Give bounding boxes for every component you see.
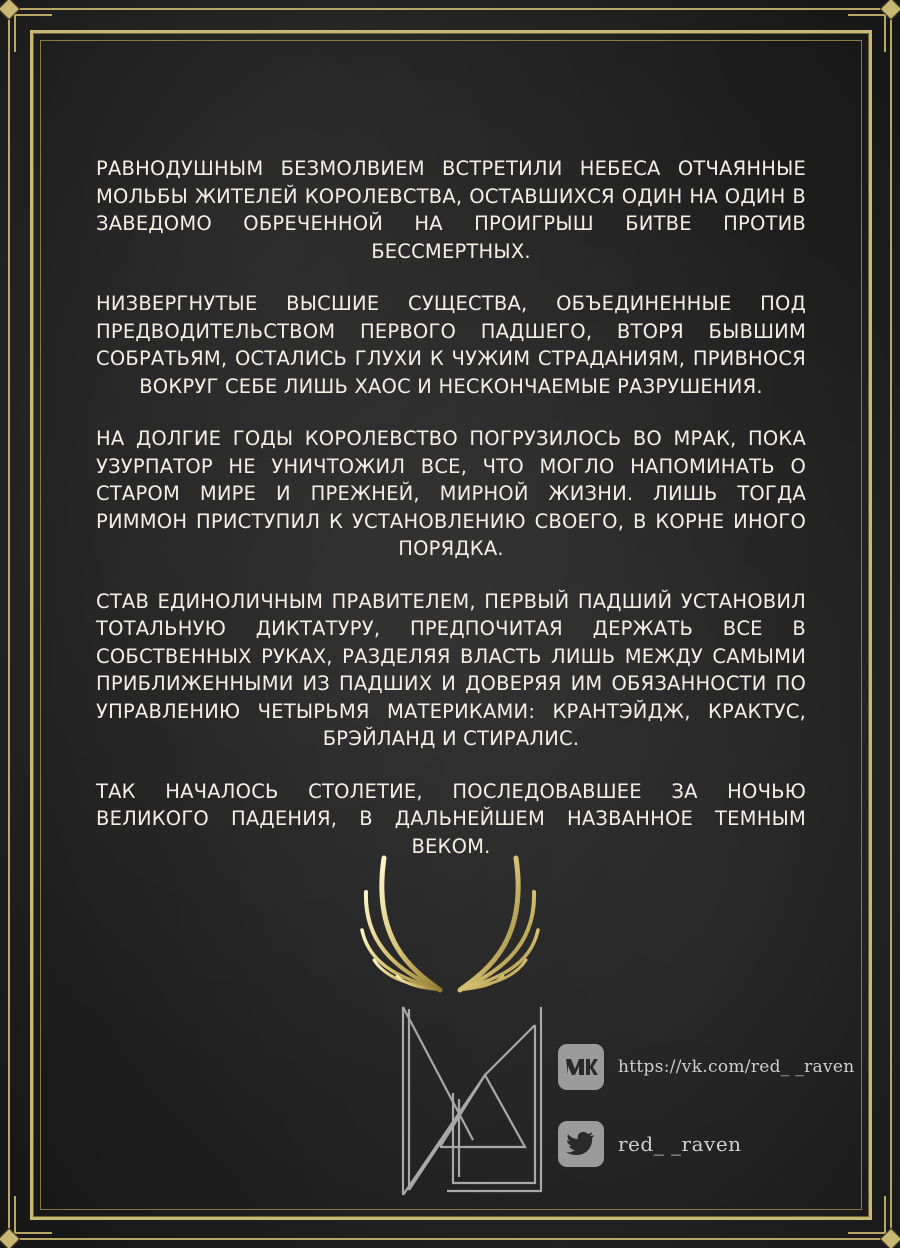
story-text <box>96 155 806 885</box>
vk-icon <box>558 1044 604 1090</box>
vk-url[interactable]: https://vk.com/red_ _raven <box>618 1057 855 1077</box>
corner-bracket-bottom-right <box>848 1196 886 1234</box>
paragraph-2: НИЗВЕРГНУТЫЕ ВЫСШИЕ СУЩЕСТВА, ОБЪЕДИНЕННЫЕ ПОД ПРЕДВОДИТЕЛЬСТВОМ ПЕРВОГО ПАДШЕГО, ВТОРЯ БЫВШИМ СОБРАТЬЯМ, ОСТАЛИСЬ ГЛУХИ К ЧУЖИМ СТРАДАНИЯМ, ПРИВНОСЯ ВОКРУГ СЕБЕ ЛИШЬ ХАОС И НЕСКОНЧАЕМЫЕ РАЗРУШЕНИЯ. <box>96 292 806 398</box>
corner-bracket-top-right <box>848 14 886 52</box>
twitter-handle[interactable]: red_ _raven <box>618 1132 742 1156</box>
paragraph-3: НА ДОЛГИЕ ГОДЫ КОРОЛЕВСТВО ПОГРУЗИЛОСЬ ВО МРАК, ПОКА УЗУРПАТОР НЕ УНИЧТОЖИЛ ВСЕ, ЧТО МОГЛО НАПОМИНАТЬ О СТАРОМ МИРЕ И ПРЕЖНЕЙ, МИРНОЙ ЖИЗНИ. ЛИШЬ ТОГДА РИММОН ПРИСТУПИЛ К УСТАНОВЛЕНИЮ СВОЕГО, В КОРНЕ ИНОГО ПОРЯДКА. <box>96 427 806 560</box>
corner-bracket-top-left <box>14 14 52 52</box>
paragraph-4: СТАВ ЕДИНОЛИЧНЫМ ПРАВИТЕЛЕМ, ПЕРВЫЙ ПАДШИЙ УСТАНОВИЛ ТОТАЛЬНУЮ ДИКТАТУРУ, ПРЕДПОЧИТАЯ ДЕРЖАТЬ ВСЕ В СОБСТВЕННЫХ РУКАХ, РАЗДЕЛЯЯ ВЛАСТЬ ЛИШЬ МЕЖДУ САМЫМИ ПРИБЛИЖЕННЫМИ ИЗ ПАДШИХ И ДОВЕРЯЯ ИМ ОБЯЗАННОСТИ ПО УПРАВЛЕНИЮ ЧЕТЫРЬМЯ МАТЕРИКАМИ: КРАНТЭЙДЖ, КРАКТУС, БРЭЙЛАНД И СТИРАЛИС. <box>96 589 806 750</box>
golden-wings-icon <box>352 850 548 1000</box>
paragraph-1: РАВНОДУШНЫМ БЕЗМОЛВИЕМ ВСТРЕТИЛИ НЕБЕСА ОТЧАЯННЫЕ МОЛЬБЫ ЖИТЕЛЕЙ КОРОЛЕВСТВА, ОСТАВШИХСЯ ОДИН НА ОДИН В ЗАВЕДОМО ОБРЕЧЕННОЙ НА ПРОИГРЫШ БИТВЕ ПРОТИВ БЕССМЕРТНЫХ. <box>96 157 806 263</box>
corner-bracket-bottom-left <box>14 1196 52 1234</box>
twitter-link[interactable] <box>558 1121 742 1167</box>
twitter-bird-icon <box>558 1121 604 1167</box>
red-raven-logo-icon <box>395 1005 555 1200</box>
paragraph-5: ТАК НАЧАЛОСЬ СТОЛЕТИЕ, ПОСЛЕДОВАВШЕЕ ЗА НОЧЬЮ ВЕЛИКОГО ПАДЕНИЯ, В ДАЛЬНЕЙШЕМ НАЗВАННОЕ ТЕМНЫМ ВЕКОМ. <box>96 779 806 858</box>
vk-link[interactable] <box>558 1044 854 1090</box>
